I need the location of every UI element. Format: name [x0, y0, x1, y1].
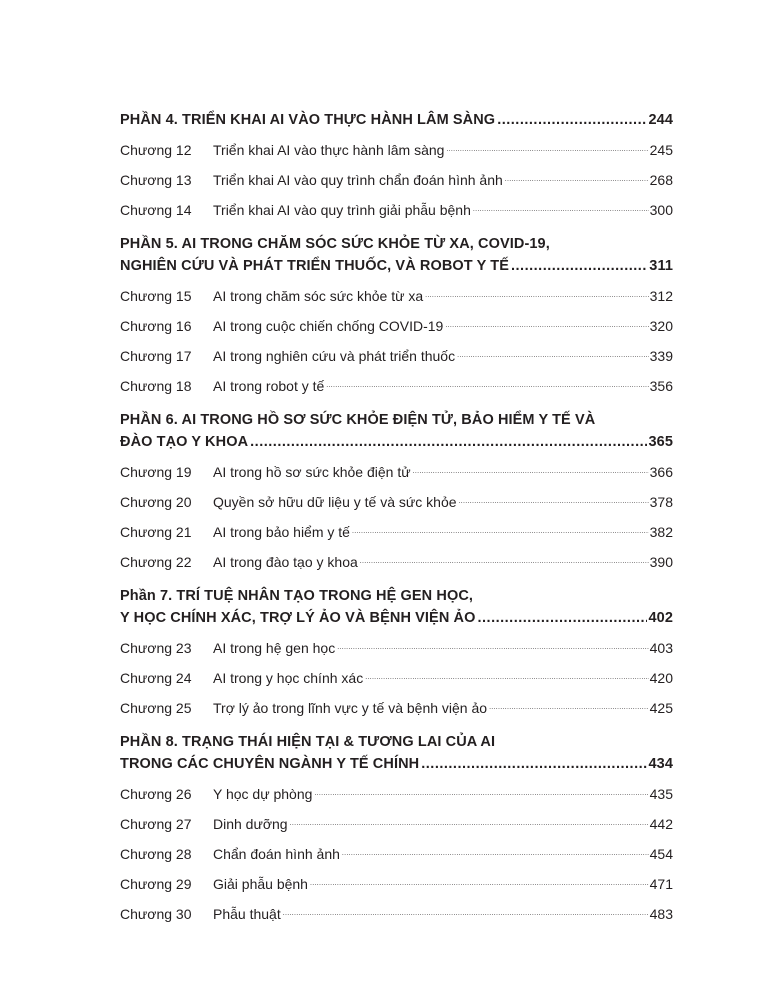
part-title: Y HỌC CHÍNH XÁC, TRỢ LÝ ẢO VÀ BỆNH VIỆN ẢO — [120, 610, 476, 626]
chapter-title: Triển khai AI vào thực hành lâm sàng — [213, 142, 445, 158]
chapter-page-number: 454 — [649, 846, 673, 862]
dot-leader — [360, 554, 649, 570]
section-spacer — [120, 218, 673, 230]
chapter-page-number: 382 — [649, 524, 673, 540]
chapter-number: Chương 20 — [120, 494, 192, 510]
dot-leader — [459, 494, 649, 510]
chapter-entry — [120, 304, 673, 334]
part-title-line — [120, 750, 673, 772]
dot-leader — [505, 172, 649, 188]
part-title: ĐÀO TẠO Y KHOA — [120, 434, 249, 450]
chapter-entry — [120, 450, 673, 480]
chapter-title: AI trong cuộc chiến chống COVID-19 — [213, 318, 444, 334]
chapter-number: Chương 23 — [120, 640, 192, 656]
dot-leader — [250, 434, 646, 450]
chapter-page-number: 435 — [649, 786, 673, 802]
chapter-number: Chương 22 — [120, 554, 192, 570]
chapter-number: Chương 13 — [120, 172, 192, 188]
chapter-title: Dinh dưỡng — [213, 816, 288, 832]
chapter-page-number: 442 — [649, 816, 673, 832]
chapter-entry — [120, 364, 673, 394]
dot-leader — [445, 318, 648, 334]
chapter-title: AI trong chăm sóc sức khỏe từ xa — [213, 288, 424, 304]
chapter-page-number: 300 — [649, 202, 673, 218]
part-title: NGHIÊN CỨU VÀ PHÁT TRIỂN THUỐC, VÀ ROBOT Y TẾ — [120, 258, 509, 274]
part-title-line — [120, 106, 673, 128]
chapter-title: Giải phẫu bệnh — [213, 876, 308, 892]
chapter-entry — [120, 334, 673, 364]
chapter-title: AI trong nghiên cứu và phát triển thuốc — [213, 348, 456, 364]
chapter-entry — [120, 158, 673, 188]
part-title-line — [120, 230, 673, 252]
chapter-page-number: 403 — [649, 640, 673, 656]
part-title: PHẦN 4. TRIỂN KHAI AI VÀO THỰC HÀNH LÂM SÀNG — [120, 112, 496, 128]
chapter-entry — [120, 772, 673, 802]
part-page-number: 244 — [648, 112, 673, 128]
dot-leader — [457, 348, 649, 364]
part-heading — [120, 582, 673, 626]
dot-leader — [326, 378, 648, 394]
chapter-page-number: 390 — [649, 554, 673, 570]
chapter-title: Trợ lý ảo trong lĩnh vực y tế và bệnh viện ảo — [213, 700, 488, 716]
part-title-line — [120, 406, 673, 428]
chapter-entry — [120, 188, 673, 218]
chapter-page-number: 339 — [649, 348, 673, 364]
dot-leader — [425, 288, 648, 304]
dot-leader — [365, 670, 648, 686]
chapter-entry — [120, 274, 673, 304]
part-title-line — [120, 728, 673, 750]
chapter-number: Chương 15 — [120, 288, 192, 304]
chapter-entry — [120, 540, 673, 570]
chapter-number: Chương 30 — [120, 906, 192, 922]
part-heading — [120, 406, 673, 450]
chapter-entry — [120, 832, 673, 862]
chapter-title: Triển khai AI vào quy trình chẩn đoán hình ảnh — [213, 172, 503, 188]
chapter-title: AI trong bảo hiểm y tế — [213, 524, 350, 540]
chapter-entry — [120, 510, 673, 540]
chapter-number: Chương 25 — [120, 700, 192, 716]
chapter-title: Chẩn đoán hình ảnh — [213, 846, 340, 862]
chapter-title: Phẫu thuật — [213, 906, 281, 922]
chapter-number: Chương 26 — [120, 786, 192, 802]
chapter-number: Chương 14 — [120, 202, 192, 218]
part-title-line — [120, 252, 673, 274]
part-heading — [120, 728, 673, 772]
section-spacer — [120, 570, 673, 582]
chapter-page-number: 425 — [649, 700, 673, 716]
dot-leader — [497, 112, 646, 128]
chapter-number: Chương 24 — [120, 670, 192, 686]
chapter-number: Chương 18 — [120, 378, 192, 394]
chapter-number: Chương 12 — [120, 142, 192, 158]
dot-leader — [310, 876, 649, 892]
table-of-contents — [120, 106, 673, 922]
part-title: PHẦN 8. TRẠNG THÁI HIỆN TẠI & TƯƠNG LAI CỦA AI — [120, 734, 496, 750]
chapter-page-number: 420 — [649, 670, 673, 686]
part-title-line — [120, 604, 673, 626]
dot-leader — [477, 610, 646, 626]
part-title-line — [120, 582, 673, 604]
part-title: Phần 7. TRÍ TUỆ NHÂN TẠO TRONG HỆ GEN HỌC, — [120, 588, 474, 604]
chapter-entry — [120, 656, 673, 686]
chapter-title: Triển khai AI vào quy trình giải phẫu bệnh — [213, 202, 471, 218]
dot-leader — [421, 756, 646, 772]
part-page-number: 311 — [649, 258, 673, 274]
part-heading — [120, 230, 673, 274]
chapter-number: Chương 16 — [120, 318, 192, 334]
dot-leader — [511, 258, 647, 274]
chapter-page-number: 312 — [649, 288, 673, 304]
chapter-title: AI trong y học chính xác — [213, 670, 364, 686]
dot-leader — [352, 524, 649, 540]
chapter-title: Y học dự phòng — [213, 786, 313, 802]
chapter-entry — [120, 480, 673, 510]
dot-leader — [314, 786, 648, 802]
chapter-entry — [120, 862, 673, 892]
chapter-entry — [120, 626, 673, 656]
dot-leader — [290, 816, 649, 832]
chapter-page-number: 483 — [649, 906, 673, 922]
chapter-entry — [120, 128, 673, 158]
chapter-number: Chương 28 — [120, 846, 192, 862]
chapter-title: Quyền sở hữu dữ liệu y tế và sức khỏe — [213, 494, 457, 510]
chapter-page-number: 356 — [649, 378, 673, 394]
chapter-page-number: 268 — [649, 172, 673, 188]
chapter-page-number: 471 — [649, 876, 673, 892]
dot-leader — [446, 142, 648, 158]
chapter-number: Chương 29 — [120, 876, 192, 892]
part-title: PHẦN 5. AI TRONG CHĂM SÓC SỨC KHỎE TỪ XA, COVID-19, — [120, 236, 550, 252]
part-page-number: 434 — [648, 756, 673, 772]
dot-leader — [473, 202, 649, 218]
part-title: TRONG CÁC CHUYÊN NGÀNH Y TẾ CHÍNH — [120, 756, 420, 772]
chapter-page-number: 378 — [649, 494, 673, 510]
chapter-number: Chương 21 — [120, 524, 192, 540]
dot-leader — [489, 700, 649, 716]
part-heading — [120, 106, 673, 128]
dot-leader — [283, 906, 649, 922]
section-spacer — [120, 716, 673, 728]
part-page-number: 365 — [648, 434, 673, 450]
chapter-entry — [120, 802, 673, 832]
chapter-title: AI trong đào tạo y khoa — [213, 554, 358, 570]
chapter-entry — [120, 892, 673, 922]
chapter-title: AI trong robot y tế — [213, 378, 325, 394]
chapter-page-number: 245 — [649, 142, 673, 158]
chapter-title: AI trong hồ sơ sức khỏe điện tử — [213, 464, 411, 480]
chapter-page-number: 366 — [649, 464, 673, 480]
chapter-title: AI trong hệ gen học — [213, 640, 336, 656]
chapter-entry — [120, 686, 673, 716]
section-spacer — [120, 394, 673, 406]
dot-leader — [413, 464, 649, 480]
dot-leader — [337, 640, 648, 656]
part-title: PHẦN 6. AI TRONG HỒ SƠ SỨC KHỎE ĐIỆN TỬ, BẢO HIỂM Y TẾ VÀ — [120, 412, 596, 428]
dot-leader — [342, 846, 649, 862]
part-title-line — [120, 428, 673, 450]
chapter-number: Chương 17 — [120, 348, 192, 364]
part-page-number: 402 — [648, 610, 673, 626]
chapter-page-number: 320 — [649, 318, 673, 334]
chapter-number: Chương 27 — [120, 816, 192, 832]
chapter-number: Chương 19 — [120, 464, 192, 480]
